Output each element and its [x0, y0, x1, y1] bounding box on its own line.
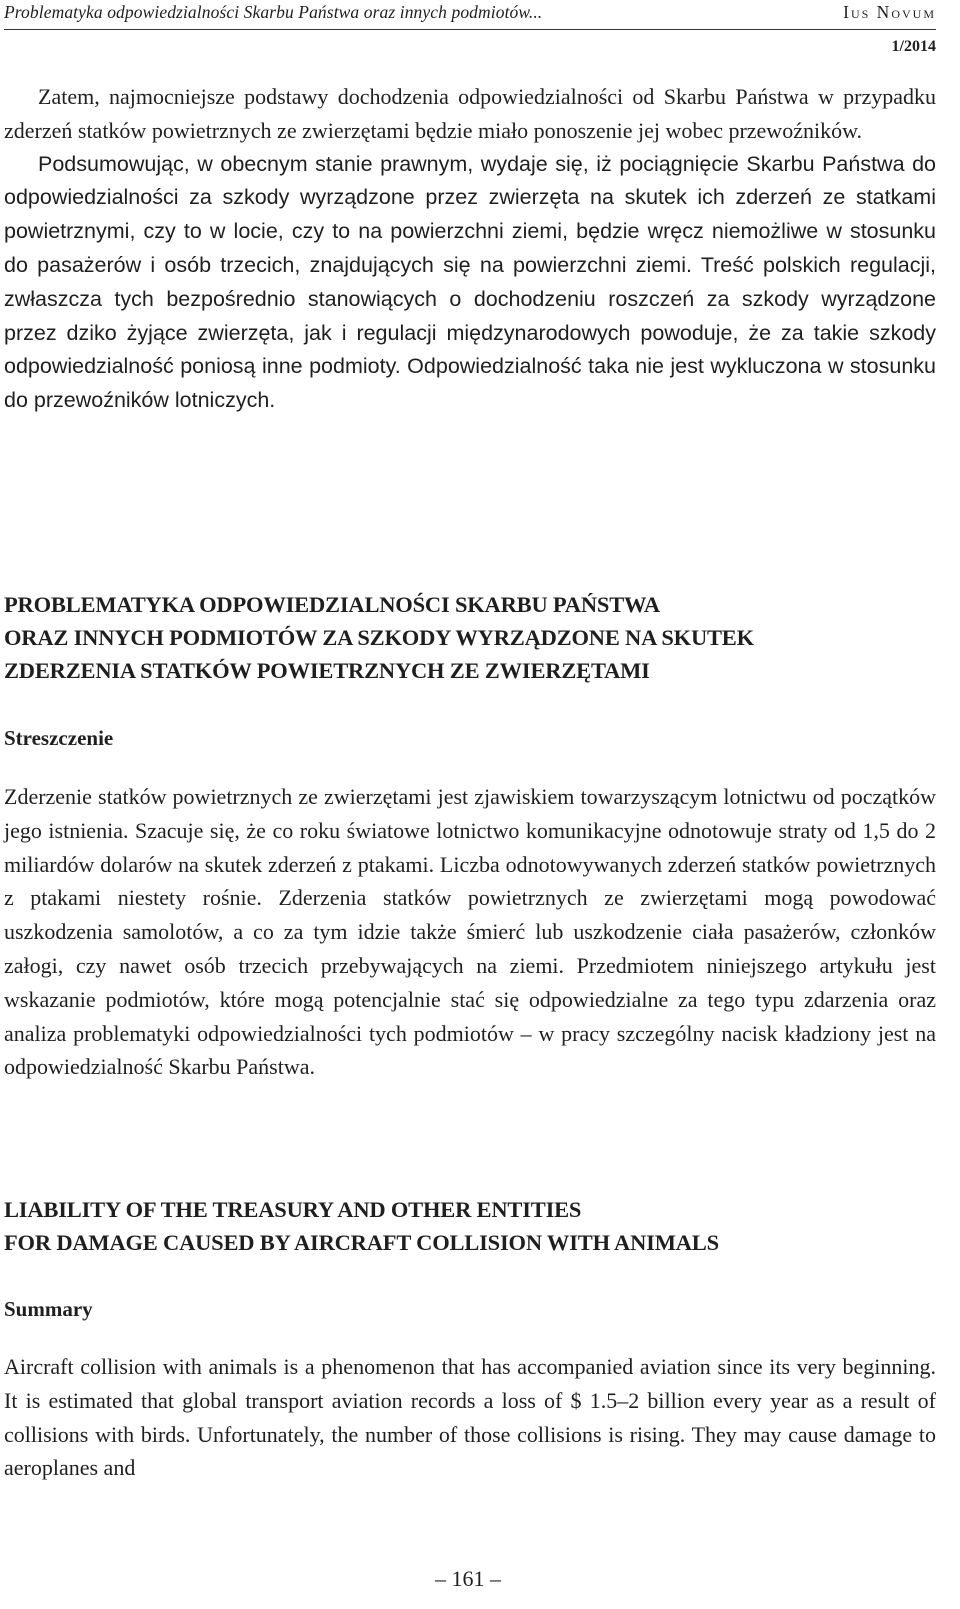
journal-name: Ius Novum — [843, 2, 936, 22]
polish-subheading: Streszczenie — [4, 726, 114, 750]
polish-abstract — [4, 588, 936, 1084]
english-title-line2: FOR DAMAGE CAUSED BY AIRCRAFT COLLISION WITH ANIMALS — [4, 1230, 719, 1255]
english-abstract — [4, 1193, 936, 1485]
body-text-top — [4, 80, 936, 418]
polish-abstract-body: Zderzenie statków powietrznych ze zwierzętami jest zjawiskiem towarzyszącym lotnictwu od początków jego istnienia. Szacuje się, że co roku światowe lotnictwo komunikacyjne odnotowuje straty od 1,5 do 2 miliardów dolarów na skutek zderzeń z ptakami. Liczba odnotowywanych zderzeń statków powietrznych z ptakami niestety rośnie. Zderzenia statków powietrznych ze zwierzętami mogą powodować uszkodzenia samolotów, a co za tym idzie także śmierć lub uszkodzenie ciała pasażerów, członków załogi, czy nawet osób trzecich przebywających na ziemi. Przedmiotem niniejszego artykułu jest wskazanie podmiotów, które mogą potencjalnie stać się odpowiedzialne za tego typu zdarzenia oraz analiza problematyki odpowiedzialności tych podmiotów – w pracy szczególny nacisk kładziony jest na odpowiedzialność Skarbu Państwa. — [4, 784, 936, 1080]
paragraph-conclusion-1: Zatem, najmocniejsze podstawy dochodzenia odpowiedzialności od Skarbu Państwa w przypadku zderzeń statków powietrznych ze zwierzętami będzie miało ponoszenie jej wobec przewoźników. — [4, 84, 936, 143]
english-abstract-body: Aircraft collision with animals is a phenomenon that has accompanied aviation since its very beginning. It is estimated that global transport aviation records a loss of $ 1.5–2 billion every year as a result of collisions with birds. Unfortunately, the number of those collisions is rising. They may cause damage to aeroplanes and — [4, 1354, 936, 1481]
paragraph-conclusion-2: Podsumowując, w obecnym stanie prawnym, wydaje się, iż pociągnięcie Skarbu Państwa do odpowiedzialności za szkody wyrządzone przez zwierzęta na skutek ich zderzeń ze statkami powietrznymi, czy to w locie, czy to na powierzchni ziemi, będzie wręcz niemożliwe w stosunku do pasażerów i osób trzecich, znajdujących się na powierzchni ziemi. Treść polskich regulacji, zwłaszcza tych bezpośrednio stanowiących o dochodzeniu roszczeń za szkody wyrządzone przez dziko żyjące zwierzęta, jak i regulacji międzynarodowych powoduje, że za takie szkody odpowiedzialność poniosą inne podmioty. Odpowiedzialność taka nie jest wykluczona w stosunku do przewoźników lotniczych. — [4, 151, 936, 413]
english-subheading: Summary — [4, 1297, 93, 1321]
polish-title-line1: PROBLEMATYKA ODPOWIEDZIALNOŚCI SKARBU PAŃSTWA — [4, 592, 660, 617]
polish-title-line3: ZDERZENIA STATKÓW POWIETRZNYCH ZE ZWIERZĘTAMI — [4, 658, 650, 683]
running-header — [4, 0, 936, 28]
english-title-line1: LIABILITY OF THE TREASURY AND OTHER ENTITIES — [4, 1197, 582, 1222]
header-rule — [4, 29, 936, 30]
page-number: – 161 – — [435, 1566, 501, 1591]
polish-title-line2: ORAZ INNYCH PODMIOTÓW ZA SZKODY WYRZĄDZONE NA SKUTEK — [4, 625, 754, 650]
issue-number: 1/2014 — [891, 38, 936, 55]
running-title: Problematyka odpowiedzialności Skarbu Państwa oraz innych podmiotów... — [4, 2, 543, 22]
